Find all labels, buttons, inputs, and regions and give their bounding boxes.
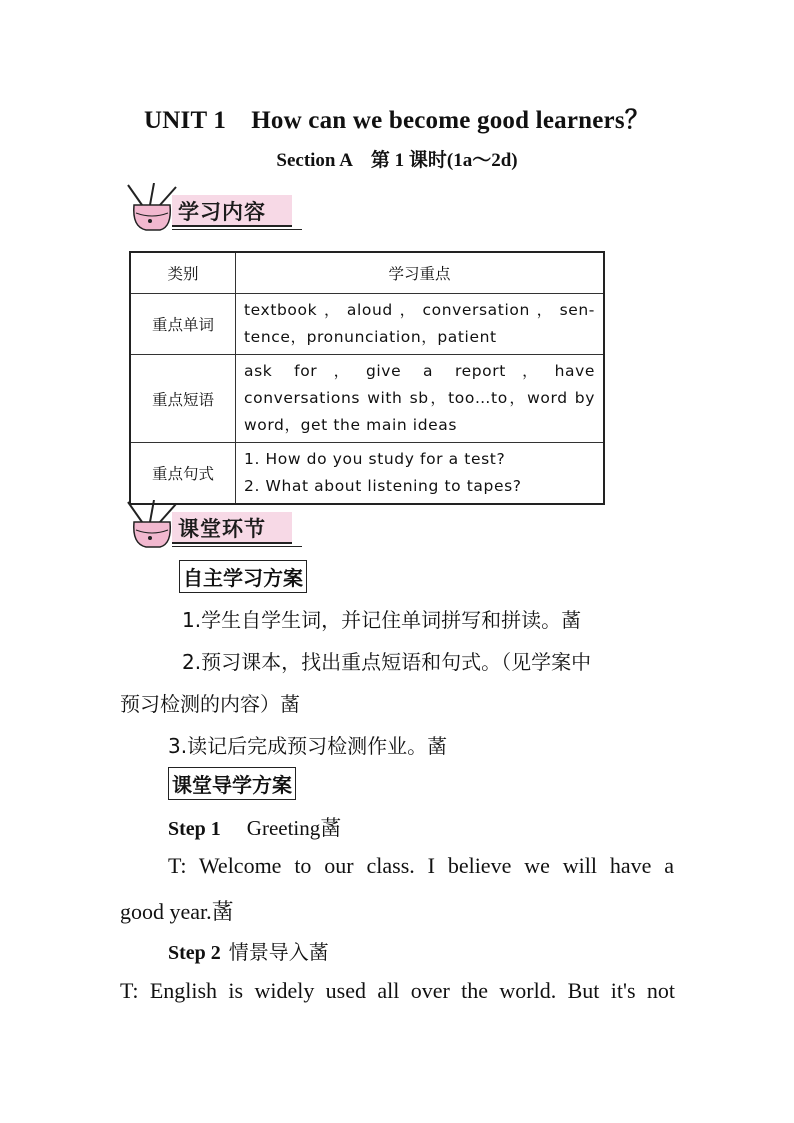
step-1-teacher-line-2: good year.䓿 (120, 899, 234, 924)
step-2-label: Step 2 (168, 942, 221, 964)
column-header-category: 类别 (130, 252, 236, 294)
column-header-focus: 学习重点 (236, 252, 605, 294)
step-2-teacher-line-1: T: English is widely used all over the world. But it's not (120, 978, 675, 1003)
row-category: 重点短语 (130, 355, 236, 443)
step-2-line (168, 936, 329, 965)
self-study-heading: 自主学习方案 (179, 560, 307, 593)
classroom-banner (120, 500, 310, 552)
guided-study-heading: 课堂导学方案 (168, 767, 296, 800)
key-points-table (129, 251, 605, 505)
page-title: UNIT 1 How can we become good learners？ (144, 107, 650, 134)
row-content: 1. How do you study for a test? 2. What about listening to tapes? (236, 443, 605, 505)
self-study-item-2: 2.预习课本，找出重点短语和句式。（见学案中 (182, 650, 592, 674)
learning-content-banner (120, 183, 310, 235)
step-1-teacher-line-1: T: Welcome to our class. I believe we will have a (168, 853, 674, 878)
self-study-item-2-cont: 预习检测的内容）䓿 (120, 692, 300, 716)
learning-content-label: 学习内容 (178, 200, 266, 224)
step-1-text: Greeting䓿 (246, 816, 342, 840)
self-study-item-3: 3.读记后完成预习检测作业。䓿 (168, 734, 448, 758)
step-1-line (168, 812, 341, 842)
self-study-item-1: 1.学生自学生词，并记住单词拼写和拼读。䓿 (182, 608, 582, 632)
page-subtitle: Section A 第 1 课时(1a～2d) (276, 150, 518, 171)
row-content: ask for，give a report，have conversations with sb，too…to，word by word，get the main ideas (236, 355, 605, 443)
table-row (130, 355, 604, 443)
row-category: 重点句式 (130, 443, 236, 505)
table-row (130, 443, 604, 505)
row-content: textbook，aloud，conversation，sen-tence，pronunciation，patient (236, 294, 605, 355)
table-header-row (130, 252, 604, 294)
row-category: 重点单词 (130, 294, 236, 355)
step-1-label: Step 1 (168, 818, 221, 840)
classroom-label: 课堂环节 (178, 517, 266, 541)
table-row (130, 294, 604, 355)
step-2-text: 情景导入䓿 (228, 940, 329, 964)
